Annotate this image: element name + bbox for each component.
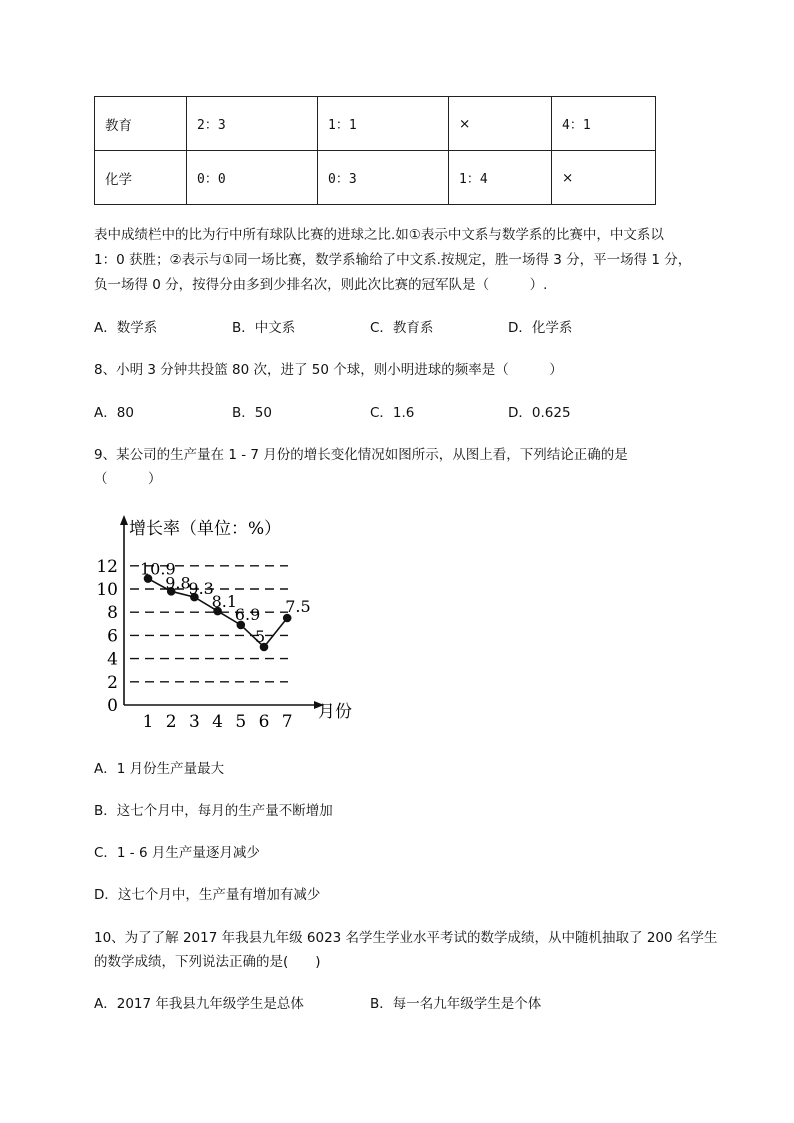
data-label: 7.5 [285,597,311,616]
data-label: 9.3 [188,579,214,599]
table-cell: 1：1 [318,97,449,151]
q10-option-b: B．每一名九年级学生是个体 [370,996,542,1012]
q8-option-c: C．1.6 [370,405,415,421]
q10-option-a: A．2017 年我县九年级学生是总体 [94,996,304,1012]
score-table [94,96,656,205]
x-tick-label: 1 [142,712,154,730]
y-tick-label: 4 [107,649,118,670]
q7-option-b: B．中文系 [232,320,296,336]
table-cell: × [552,151,656,205]
row-label: 教育 [95,97,187,151]
q7-option-c: C．教育系 [370,320,434,336]
q7-text-line2: 1：0 获胜；②表示与①同一场比赛，数学系输给了中文系.按规定，胜一场得 3 分，平一场得 1 分， [94,252,692,268]
table-row [95,151,656,205]
x-tick-label: 4 [212,712,224,730]
x-tick-label: 2 [165,712,177,730]
q8-option-a: A．80 [94,405,134,421]
y-axis-title: 增长率（单位：%） [129,519,282,539]
table-row [95,97,656,151]
table-cell: 0：0 [187,151,318,205]
row-label: 化学 [95,151,187,205]
q7-text-line1: 表中成绩栏中的比为行中所有球队比赛的进球之比.如①表示中文系与数学系的比赛中，中文系以 [94,227,664,243]
q8-option-d: D．0.625 [508,405,571,421]
data-label: 10.9 [140,559,176,579]
q9-option-a: A．1 月份生产量最大 [94,761,225,777]
q10-text-line1: 10、为了了解 2017 年我县九年级 6023 名学生学业水平考试的数学成绩，从中随机抽取了 200 名学生 [94,930,718,946]
q9-option-b: B．这七个月中，每月的生产量不断增加 [94,803,333,819]
q9-option-c: C．1 - 6 月生产量逐月减少 [94,845,260,861]
y-tick-label: 2 [107,672,118,693]
q9-stem: 9、某公司的生产量在 1 - 7 月份的增长变化情况如图所示，从图上看，下列结论正确的是 [94,447,628,463]
x-tick-label: 7 [281,712,293,730]
data-label: 9.8 [165,573,191,593]
q7-option-d: D．化学系 [508,320,573,336]
y-tick-label: 10 [96,580,118,600]
y-tick-label: 0 [107,696,118,716]
x-tick-label: 5 [235,712,247,730]
y-tick-label: 8 [107,603,118,624]
table-cell: 1：4 [449,151,552,205]
data-label: 8.1 [211,592,238,612]
table-cell: 2：3 [187,97,318,151]
q9-option-d: D．这七个月中，生产量有增加有减少 [94,887,321,903]
table-cell: 4：1 [552,97,656,151]
x-axis-title: 月份 [318,702,352,722]
x-tick-label: 3 [188,712,200,730]
q8-option-b: B．50 [232,405,272,421]
q7-text-line3: 负一场得 0 分，按得分由多到少排名次，则此次比赛的冠军队是（ ）. [94,277,548,293]
q9-answer-paren: （ ） [94,471,162,487]
table-cell: 0：3 [318,151,449,205]
data-label: 5 [255,627,266,646]
x-tick-label: 6 [258,712,270,730]
data-label: 6.9 [234,604,261,624]
growth-rate-line-chart [92,505,362,730]
table-cell: × [449,97,552,151]
q7-option-a: A．数学系 [94,320,158,336]
y-axis-arrow [120,515,128,525]
q8-stem: 8、小明 3 分钟共投篮 80 次，进了 50 个球，则小明进球的频率是（ ） [94,362,563,378]
y-tick-label: 12 [96,556,118,577]
y-tick-label: 6 [107,626,118,647]
q10-text-line2: 的数学成绩，下列说法正确的是( ) [94,954,321,970]
